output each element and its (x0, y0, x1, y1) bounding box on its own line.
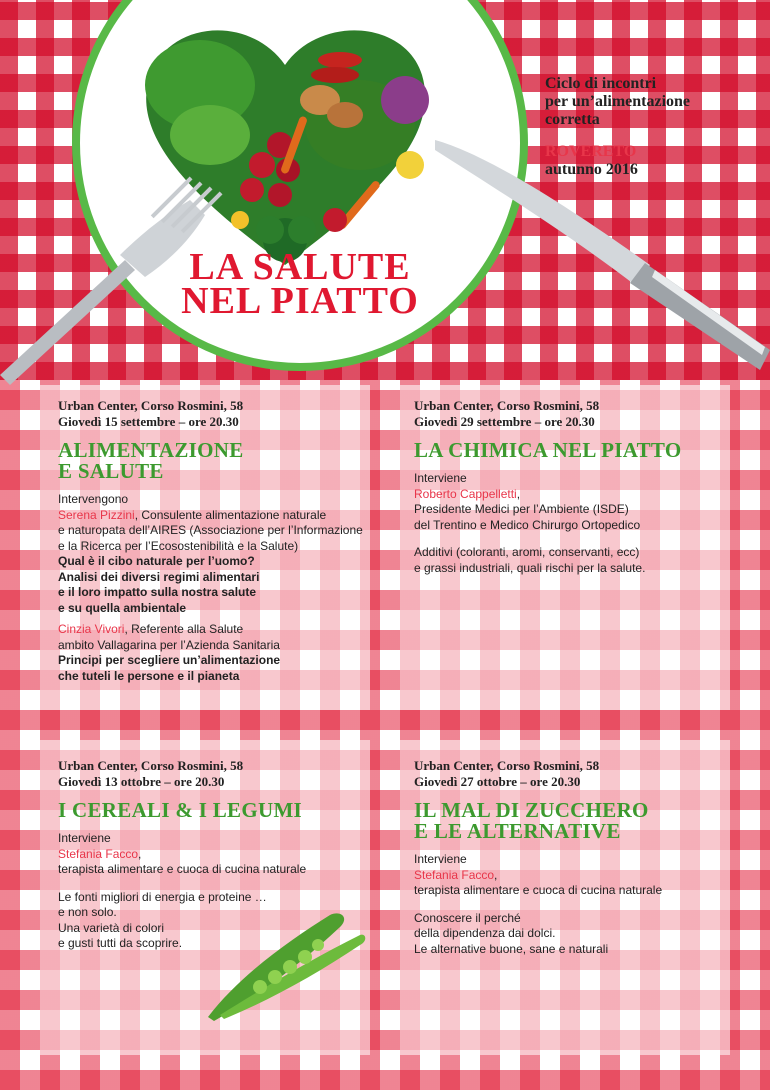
series-line2: per un’alimentazione (545, 93, 691, 110)
event-2-role-b: del Trentino e Medico Chirurgo Ortopedico (414, 517, 641, 532)
event-4: Urban Center, Corso Rosmini, 58 Giovedì 27 ottobre – ore 20.30 IL MAL DI ZUCCHERO E LE ALTERNATIVE Interviene Stefania Facco, terapista alimentare e cuoca di cucina naturale Conoscere il perché della dipendenza dai dolci. Le alternative buone, sane e naturali (414, 758, 729, 957)
event-2-topic-a: Additivi (coloranti, aromi, conservanti, ecc) (414, 545, 640, 559)
event-1-topic1-b: Analisi dei diversi regimi alimentari (58, 569, 260, 584)
event-1-speaker1: Serena Pizzini (58, 507, 135, 522)
event-2-speaker: Roberto Cappelletti (414, 486, 517, 501)
event-1 (58, 398, 373, 684)
event-3-intro: Interviene (58, 831, 111, 845)
event-1-date: Giovedì 15 settembre – ore 20.30 (58, 414, 239, 429)
event-4-place: Urban Center, Corso Rosmini, 58 (414, 758, 600, 773)
poster-title-line1: LA SALUTE (189, 246, 411, 288)
event-1-topic1-d: e su quella ambientale (58, 600, 187, 615)
event-1-speaker1-role-c: e la Ricerca per l’Ecosostenibilità e la Salute) (58, 538, 299, 553)
event-1-title (58, 440, 373, 482)
event-1-title-line2: E SALUTE (58, 459, 164, 483)
series-season: autunno 2016 (545, 161, 638, 178)
event-4-title (414, 800, 729, 842)
poster-title (175, 246, 425, 322)
event-3-topic-d: e gusti tutti da scoprire. (58, 936, 183, 950)
event-2-topic-b: e grassi industriali, quali rischi per la salute. (414, 560, 646, 575)
event-3-role-a: terapista alimentare e cuoca di cucina naturale (58, 862, 307, 876)
event-1-intro: Intervengono (58, 492, 129, 506)
event-4-role-a: terapista alimentare e cuoca di cucina naturale (414, 883, 663, 897)
event-1-title-line1: ALIMENTAZIONE (58, 438, 244, 462)
event-1-place: Urban Center, Corso Rosmini, 58 (58, 398, 244, 413)
event-3-topic-a: Le fonti migliori di energia e proteine … (58, 889, 267, 904)
event-4-title-line1: IL MAL DI ZUCCHERO (414, 798, 649, 822)
series-line3: corretta (545, 111, 600, 128)
series-line1: Ciclo di incontri (545, 75, 657, 92)
event-3-topic-b: e non solo. (58, 905, 117, 919)
event-4-speaker: Stefania Facco (414, 867, 495, 882)
event-4-title-line2: E LE ALTERNATIVE (414, 819, 621, 843)
event-3: Urban Center, Corso Rosmini, 58 Giovedì 13 ottobre – ore 20.30 I CEREALI & I LEGUMI Interviene Stefania Facco, terapista alimentare e cuoca di cucina naturale Le fonti migliori di energia e proteine … e non solo. Una varietà di colori e gusti tutti da scoprire. (58, 758, 373, 952)
event-3-place: Urban Center, Corso Rosmini, 58 (58, 758, 244, 773)
event-3-speaker: Stefania Facco (58, 846, 139, 861)
event-3-date: Giovedì 13 ottobre – ore 20.30 (58, 774, 225, 789)
event-1-topic1-c: e il loro impatto sulla nostra salute (58, 585, 257, 599)
event-1-speaker2: Cinzia Vivori (58, 622, 125, 636)
event-1-speaker2-role-a: , Referente alla Salute (124, 622, 244, 636)
event-2-title: LA CHIMICA NEL PIATTO (414, 438, 682, 462)
event-4-date: Giovedì 27 ottobre – ore 20.30 (414, 774, 581, 789)
event-4-intro: Interviene (414, 852, 467, 866)
event-4-topic-c: Le alternative buone, sane e naturali (414, 941, 609, 956)
pea-pod-image (200, 905, 370, 1025)
event-2-date: Giovedì 29 settembre – ore 20.30 (414, 414, 595, 429)
event-3-topic-c: Una varietà di colori (58, 920, 165, 935)
event-2: Urban Center, Corso Rosmini, 58 Giovedì 29 settembre – ore 20.30 LA CHIMICA NEL PIATTO Interviene Roberto Cappelletti, Presidente Medici per l’Ambiente (ISDE) del Trentino e Medico Chirurgo Ortopedico Additivi (coloranti, aromi, conservanti, ecc) e grassi industriali, quali rischi per la salute. (414, 398, 729, 576)
event-1-topic2-b: che tuteli le persone e il pianeta (58, 668, 240, 683)
series-header (545, 75, 690, 179)
series-city: ROVERETO (545, 143, 637, 160)
event-3-title: I CEREALI & I LEGUMI (58, 798, 303, 822)
poster-title-line2: NEL PIATTO (181, 280, 419, 322)
event-2-intro: Interviene (414, 471, 467, 485)
event-4-topic-b: della dipendenza dai dolci. (414, 926, 556, 940)
event-2-place: Urban Center, Corso Rosmini, 58 (414, 398, 600, 413)
event-1-topic2-a: Principi per scegliere un’alimentazione (58, 653, 281, 667)
event-1-speaker1-role-b: e naturopata dell’AIRES (Associazione per l’Informazione (58, 523, 363, 537)
event-1-topic1-a: Qual è il cibo naturale per l’uomo? (58, 554, 255, 568)
event-1-speaker1-role-a: , Consulente alimentazione naturale (134, 507, 327, 522)
event-4-topic-a: Conoscere il perché (414, 910, 521, 925)
event-1-speaker2-role-b: ambito Vallagarina per l’Azienda Sanitaria (58, 637, 280, 652)
event-2-role-a: Presidente Medici per l’Ambiente (ISDE) (414, 502, 629, 516)
